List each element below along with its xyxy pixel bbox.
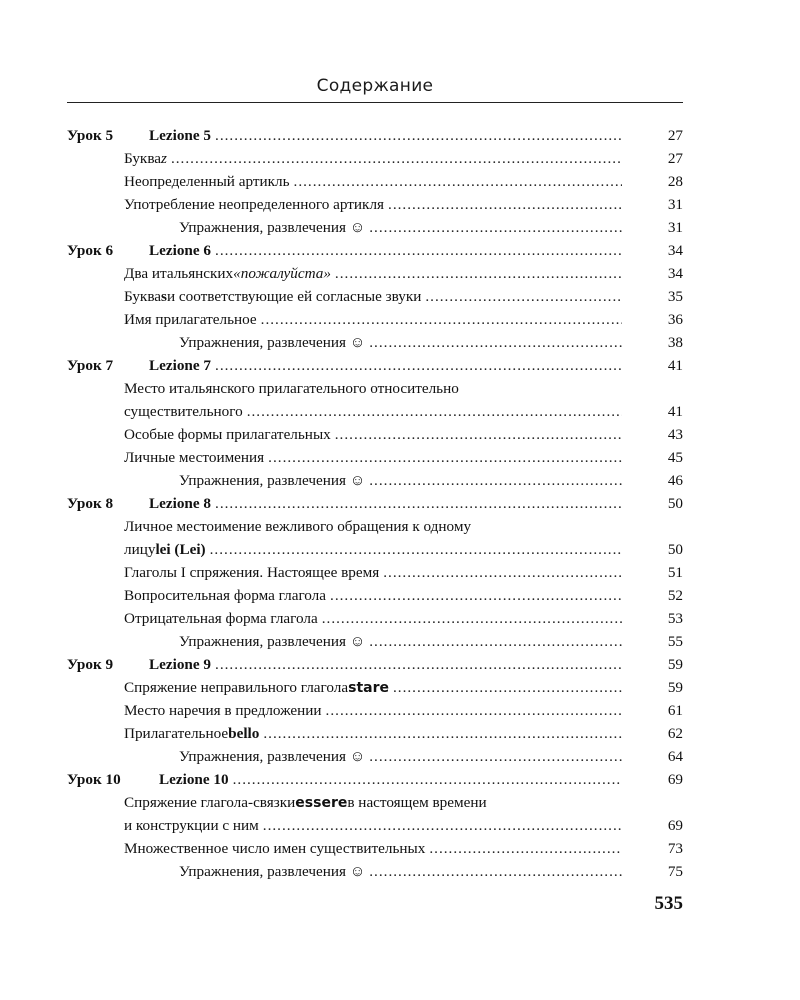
toc-topic-entry <box>67 262 683 285</box>
toc-entry-text: Упражнения, развлечения ☺ <box>179 472 366 489</box>
lesson-number: Урок 8 <box>67 495 114 512</box>
lesson-number: Урок 5 <box>67 127 114 144</box>
toc-entry-text: Имя прилагательное <box>124 311 257 328</box>
toc-entry-term: s <box>161 288 167 305</box>
toc-page-number: 31 <box>667 196 683 213</box>
toc-page-number: 41 <box>667 403 683 420</box>
lesson-number: Урок 9 <box>67 656 114 673</box>
toc-topic-entry <box>67 561 683 584</box>
toc-entry-first-line <box>67 791 683 814</box>
toc-entry-text: Место наречия в предложении <box>124 702 322 719</box>
dot-leader <box>383 561 622 584</box>
toc-topic-entry <box>67 446 683 469</box>
toc-entry-text: Множественное число имен существительных <box>124 840 426 857</box>
toc-entry-text: Упражнения, развлечения ☺ <box>179 863 366 880</box>
toc-lesson-entry <box>67 124 683 147</box>
toc-page-number: 35 <box>667 288 683 305</box>
toc-page-number: 50 <box>667 495 683 512</box>
dot-leader <box>171 147 622 170</box>
dot-leader <box>388 193 622 216</box>
lesson-number: Урок 7 <box>67 357 114 374</box>
dot-leader <box>369 469 622 492</box>
toc-entry-text: Глаголы I спряжения. Настоящее время <box>124 564 380 581</box>
toc-page-number: 46 <box>667 472 683 489</box>
toc-entry-term: lei (Lei) <box>155 541 206 558</box>
dot-leader <box>210 538 622 561</box>
lesson-number: Урок 10 <box>67 771 121 788</box>
toc-lesson-entry <box>67 492 683 515</box>
toc-lesson-entry <box>67 354 683 377</box>
toc-page-number: 69 <box>667 771 683 788</box>
toc-entry-text: Особые формы прилагательных <box>124 426 331 443</box>
toc-entry-text: Место итальянского прилагательного относительно <box>124 380 459 397</box>
dot-leader <box>294 170 622 193</box>
toc-exercise-entry <box>67 860 683 883</box>
toc-entry-text: Личные местоимения <box>124 449 265 466</box>
toc-entry-first-line <box>67 515 683 538</box>
page-number: 535 <box>654 893 683 914</box>
toc-page-number: 69 <box>667 817 683 834</box>
toc-entry-text: Упражнения, развлечения ☺ <box>179 219 366 236</box>
lesson-italian-title: Lezione 7 <box>149 357 212 374</box>
toc-entry-text: Употребление неопределенного артикля <box>124 196 385 213</box>
toc-entry-text: Вопросительная форма глагола <box>124 587 327 604</box>
toc-entry-text: Упражнения, развлечения ☺ <box>179 334 366 351</box>
toc-exercise-entry <box>67 216 683 239</box>
toc-entry-text: лицу <box>124 541 156 558</box>
lesson-number: Урок 6 <box>67 242 114 259</box>
toc-page-number: 43 <box>667 426 683 443</box>
toc-page-number: 59 <box>667 679 683 696</box>
toc-page-number: 27 <box>667 127 683 144</box>
dot-leader <box>263 722 622 745</box>
toc-page-number: 34 <box>667 265 683 282</box>
dot-leader <box>369 216 622 239</box>
toc-topic-entry <box>67 147 683 170</box>
toc-topic-entry <box>67 170 683 193</box>
lesson-italian-title: Lezione 6 <box>149 242 212 259</box>
toc-page-number: 61 <box>667 702 683 719</box>
toc-entry-text: Личное местоимение вежливого обращения к одному <box>124 518 472 535</box>
toc-entry-term: stare <box>348 680 389 696</box>
toc-page-number: 53 <box>667 610 683 627</box>
toc-entry-emphasis: z <box>161 150 167 167</box>
toc-page-number: 28 <box>667 173 683 190</box>
dot-leader <box>335 423 622 446</box>
dot-leader <box>322 607 622 630</box>
toc-page-number: 50 <box>667 541 683 558</box>
toc-lesson-entry <box>67 239 683 262</box>
toc-exercise-entry <box>67 630 683 653</box>
toc-topic-entry <box>67 308 683 331</box>
toc-exercise-entry <box>67 745 683 768</box>
dot-leader <box>369 860 622 883</box>
toc-page-number: 38 <box>667 334 683 351</box>
lesson-italian-title: Lezione 9 <box>149 656 212 673</box>
toc-lesson-entry <box>67 653 683 676</box>
toc-exercise-entry <box>67 469 683 492</box>
toc-page-number: 52 <box>667 587 683 604</box>
toc-topic-entry <box>67 837 683 860</box>
toc-exercise-entry <box>67 331 683 354</box>
dot-leader <box>233 768 622 791</box>
toc-topic-entry <box>67 285 683 308</box>
toc-page-number: 75 <box>667 863 683 880</box>
toc-entry-text: и соответствующие ей согласные звуки <box>166 288 422 305</box>
toc-topic-entry <box>67 607 683 630</box>
toc-entry-text: Отрицательная форма глагола <box>124 610 318 627</box>
toc-page-number: 45 <box>667 449 683 466</box>
toc-page-number: 51 <box>667 564 683 581</box>
dot-leader <box>247 400 622 423</box>
dot-leader <box>369 630 622 653</box>
dot-leader <box>330 584 622 607</box>
dot-leader <box>369 331 622 354</box>
toc-page-number: 34 <box>667 242 683 259</box>
toc-page-number: 64 <box>667 748 683 765</box>
toc-entry-text: Спряжение глагола-связки <box>124 794 296 811</box>
toc-entry-emphasis: «пожалуйста» <box>233 265 331 282</box>
dot-leader <box>425 285 622 308</box>
dot-leader <box>335 262 622 285</box>
toc-page-number: 55 <box>667 633 683 650</box>
toc-entry-text: Буква <box>124 288 162 305</box>
dot-leader <box>429 837 622 860</box>
toc-entry-text: Неопределенный артикль <box>124 173 290 190</box>
dot-leader <box>369 745 622 768</box>
header-title: Содержание <box>316 76 434 96</box>
toc-entry-first-line <box>67 377 683 400</box>
toc-page-number: 62 <box>667 725 683 742</box>
running-header <box>67 76 683 103</box>
toc-page-number: 27 <box>667 150 683 167</box>
toc-topic-entry <box>67 400 683 423</box>
toc-entry-text: Упражнения, развлечения ☺ <box>179 633 366 650</box>
toc-entry-text: и конструкции с ним <box>124 817 259 834</box>
toc-lesson-entry <box>67 768 683 791</box>
toc-topic-entry <box>67 423 683 446</box>
toc-entry-text: в настоящем времени <box>347 794 487 811</box>
toc-entry-text: Спряжение неправильного глагола <box>124 679 349 696</box>
toc-topic-entry <box>67 814 683 837</box>
toc-page-number: 36 <box>667 311 683 328</box>
table-of-contents <box>67 124 683 883</box>
toc-page-number: 59 <box>667 656 683 673</box>
dot-leader <box>261 308 622 331</box>
dot-leader <box>326 699 622 722</box>
toc-topic-entry <box>67 722 683 745</box>
toc-topic-entry <box>67 676 683 699</box>
toc-topic-entry <box>67 193 683 216</box>
dot-leader <box>215 239 622 262</box>
dot-leader <box>215 492 622 515</box>
dot-leader <box>215 653 622 676</box>
toc-page-number: 31 <box>667 219 683 236</box>
toc-entry-text: Прилагательное <box>124 725 229 742</box>
toc-topic-entry <box>67 699 683 722</box>
lesson-italian-title: Lezione 8 <box>149 495 212 512</box>
toc-topic-entry <box>67 584 683 607</box>
dot-leader <box>215 354 622 377</box>
dot-leader <box>263 814 622 837</box>
dot-leader <box>268 446 622 469</box>
toc-entry-text: Буква <box>124 150 162 167</box>
toc-entry-term: essere <box>295 795 348 811</box>
lesson-italian-title: Lezione 5 <box>149 127 212 144</box>
toc-entry-term: bello <box>228 725 260 742</box>
toc-entry-text: Два итальянских <box>124 265 234 282</box>
dot-leader <box>393 676 622 699</box>
toc-topic-entry <box>67 538 683 561</box>
toc-page-number: 73 <box>667 840 683 857</box>
toc-entry-text: Упражнения, развлечения ☺ <box>179 748 366 765</box>
toc-page-number: 41 <box>667 357 683 374</box>
lesson-italian-title: Lezione 10 <box>159 771 229 788</box>
dot-leader <box>215 124 622 147</box>
toc-entry-text: существительного <box>124 403 243 420</box>
